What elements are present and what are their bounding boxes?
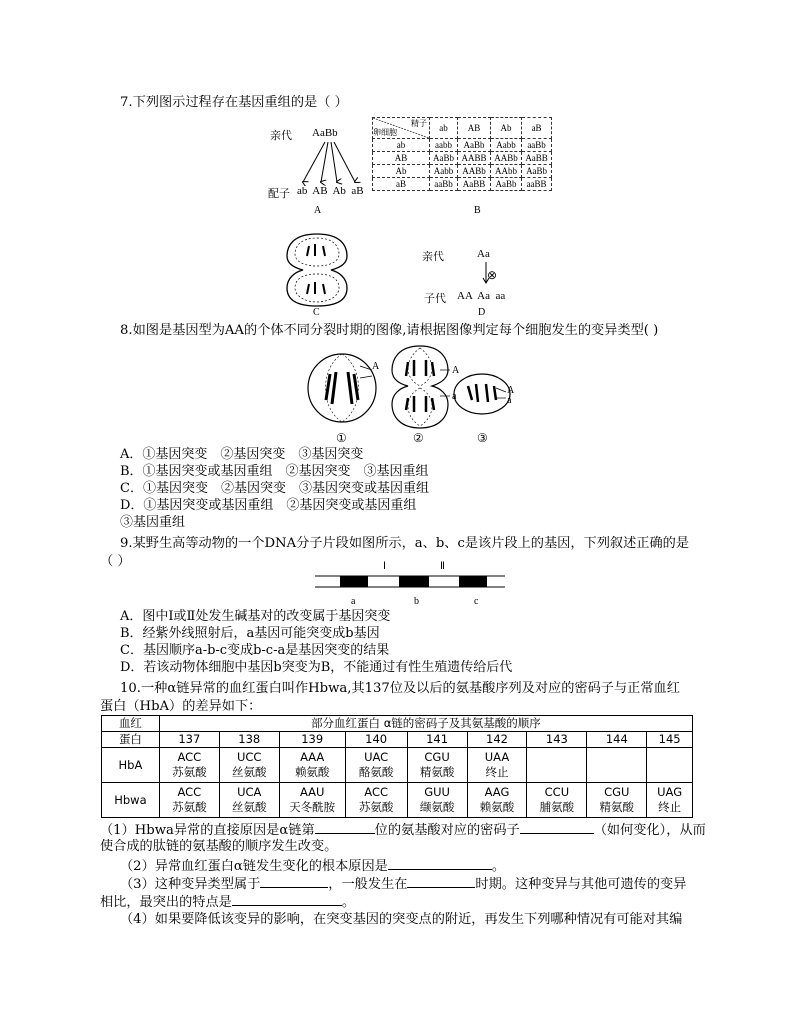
table-cell xyxy=(219,748,279,783)
q10-sub3-blank-2[interactable] xyxy=(407,875,475,888)
q9-stem-cont: （ ） xyxy=(100,554,131,569)
q8-option-a: A．①基因突变 ②基因突变 ③基因突变 xyxy=(120,447,364,462)
punnett-cell: AaBb xyxy=(522,165,552,178)
q7d-selfing-symbol: ⊗ xyxy=(487,268,498,282)
punnett-cell: aaBB xyxy=(522,178,552,191)
punnett-cell: AaBB xyxy=(457,178,490,191)
q10-sub1-text: （如何变化），从而 xyxy=(593,823,706,838)
q10-sub4: （4）如果要降低该变异的影响，在突变基因的突变点的附近，再发生下列哪种情况有可能对其编 xyxy=(120,912,683,927)
q8-option-c: C．①基因突变 ②基因突变 ③基因突变或基因重组 xyxy=(120,481,429,496)
q10-sub1-line2: 使合成的肽链的氨基酸的顺序发生改变。 xyxy=(100,839,338,854)
punnett-cell: AaBb xyxy=(457,139,490,152)
punnett-cell: AABb xyxy=(457,165,490,178)
q7b-letter: B xyxy=(474,205,481,216)
q7c-letter: C xyxy=(313,307,320,318)
punnett-cell: AAbb xyxy=(490,165,521,178)
table-cell xyxy=(527,783,587,818)
table-position: 140 xyxy=(345,732,407,748)
codon: AAU xyxy=(299,785,325,799)
punnett-cell: Aabb xyxy=(490,139,521,152)
codon: ACC xyxy=(177,785,202,799)
q7d-parent: Aa xyxy=(477,248,490,260)
table-position: 145 xyxy=(647,732,693,748)
q10-sub2-blank[interactable] xyxy=(388,857,492,870)
punnett-col: Ab xyxy=(490,118,521,139)
q8-option-d: D．①基因突变或基因重组 ②基因突变或基因重组 xyxy=(120,498,417,513)
q10-sub3-blank-1[interactable] xyxy=(260,875,328,888)
amino-acid: 精氨酸 xyxy=(419,765,455,779)
amino-acid: 酪氨酸 xyxy=(358,765,394,779)
q8-option-d-cont: ③基因重组 xyxy=(120,515,186,530)
codon: AAA xyxy=(300,750,325,764)
codon: UAC xyxy=(364,750,389,764)
punnett-row xyxy=(373,178,552,191)
punnett-cell: AaBb xyxy=(490,178,521,191)
amino-acid: 终止 xyxy=(485,765,509,779)
q10-stem-cont: 蛋白（HbA）的差异如下： xyxy=(100,699,262,714)
table-corner-top: 血红 xyxy=(102,716,160,732)
punnett-cell: AaBb xyxy=(430,152,458,165)
amino-acid: 丝氨酸 xyxy=(231,765,267,779)
punnett-corner xyxy=(373,118,430,139)
q7a-letter: A xyxy=(314,205,322,216)
q7a-genotype: AaBb xyxy=(312,127,338,139)
q8-cell-label: ① xyxy=(336,431,347,445)
table-cell xyxy=(159,748,219,783)
table-cell xyxy=(159,783,219,818)
punnett-row xyxy=(373,165,552,178)
table-cell xyxy=(407,748,467,783)
codon: UAA xyxy=(484,750,510,764)
table-position: 144 xyxy=(587,732,647,748)
q10-sub1-text: 位的氨基酸对应的密码子 xyxy=(374,823,520,838)
punnett-cell: Ab xyxy=(373,165,430,178)
punnett-col: aB xyxy=(522,118,552,139)
q8-gene-A: A xyxy=(452,365,460,376)
punnett-cell: AABb xyxy=(490,152,521,165)
table-corner-bottom: 蛋白 xyxy=(102,732,160,748)
punnett-col: AB xyxy=(457,118,490,139)
codon: CCU xyxy=(544,785,570,799)
table-cell xyxy=(647,748,693,783)
q9-option-a: A．图中Ⅰ或Ⅱ处发生碱基对的改变属于基因突变 xyxy=(120,609,391,624)
amino-acid: 苏氨酸 xyxy=(358,800,394,814)
punnett-cell: aB xyxy=(373,178,430,191)
q10-sub3-blank-3[interactable] xyxy=(232,893,342,906)
codon: CGU xyxy=(604,785,630,799)
amino-acid: 脯氨酸 xyxy=(539,800,575,814)
q10-sub3-text: （3）这种变异类型属于 xyxy=(120,877,261,892)
table-cell xyxy=(407,783,467,818)
table-cell xyxy=(467,748,527,783)
codon: GUU xyxy=(424,785,450,799)
q8-cell-label: ② xyxy=(413,431,424,445)
punnett-cell: AaBB xyxy=(522,152,552,165)
punnett-cell: AABB xyxy=(457,152,490,165)
q8-stem: 8.如图是基因型为AA的个体不同分裂时期的图像,请根据图像判定每个细胞发生的变异类型( ) xyxy=(120,323,659,338)
q8-gene-A: A xyxy=(507,385,515,396)
q7d-child-label: 子代 xyxy=(424,293,446,305)
q10-stem: 10.一种α链异常的血红蛋白叫作Hbwa,其137位及以后的氨基酸序列及对应的密码子与正常血红 xyxy=(120,681,680,696)
codon: UCC xyxy=(236,750,262,764)
q8-gene-a: a xyxy=(507,395,512,406)
table-header: 部分血红蛋白 α链的密码子及其氨基酸的顺序 xyxy=(159,716,692,732)
table-cell xyxy=(219,783,279,818)
table-cell xyxy=(527,748,587,783)
table-cell xyxy=(587,748,647,783)
table-cell xyxy=(279,748,345,783)
q10-sub3-text: 时期。这种变异与其他可遗传的变异 xyxy=(475,877,687,892)
punnett-row xyxy=(373,152,552,165)
q7a-gametes: ab AB Ab aB xyxy=(297,185,364,197)
table-position: 137 xyxy=(159,732,219,748)
q9-option-d: D．若该动物体细胞中基因b突变为B，不能通过有性生殖遗传给后代 xyxy=(120,660,513,675)
table-position: 143 xyxy=(527,732,587,748)
codon: AAG xyxy=(484,785,510,799)
table-row xyxy=(102,783,693,818)
q10-sub3-text: 相比，最突出的特点是 xyxy=(100,895,232,910)
table-position: 142 xyxy=(467,732,527,748)
q7-stem: 7.下列图示过程存在基因重组的是（ ） xyxy=(120,95,348,110)
q7d-children: AA Aa aa xyxy=(457,290,506,302)
q10-sub1-text: （1）Hbwa异常的直接原因是α链第 xyxy=(100,823,315,838)
table-cell xyxy=(587,783,647,818)
q8-cell-label: ③ xyxy=(477,431,488,445)
q10-sub1-blank-1[interactable] xyxy=(315,821,375,834)
q9-region-label: Ⅱ xyxy=(440,561,445,572)
table-row-name: HbA xyxy=(102,748,160,783)
punnett-col: ab xyxy=(430,118,458,139)
punnett-cell: aaBb xyxy=(430,178,458,191)
q8-cells-diagram xyxy=(300,338,518,444)
q9-option-c: C．基因顺序a-b-c变成b-c-a是基因突变的结果 xyxy=(120,643,390,658)
q7d-letter: D xyxy=(478,307,486,318)
q10-sub2 xyxy=(120,857,505,875)
amino-acid: 天冬酰胺 xyxy=(289,800,336,814)
egg-label: 卵细胞 xyxy=(373,128,397,137)
punnett-row xyxy=(373,139,552,152)
table-cell xyxy=(279,783,345,818)
punnett-cell: ab xyxy=(373,139,430,152)
q10-sub2-text: 。 xyxy=(491,859,506,874)
table-cell xyxy=(467,783,527,818)
table-row xyxy=(102,748,693,783)
q10-sub2-text: （2）异常血红蛋白α链发生变化的根本原因是 xyxy=(120,859,388,874)
q8-gene-A: A xyxy=(372,361,380,372)
amino-acid: 赖氨酸 xyxy=(479,800,515,814)
codon: CGU xyxy=(424,750,450,764)
amino-acid: 精氨酸 xyxy=(599,800,635,814)
q10-sub3-text: 。 xyxy=(341,895,356,910)
q8-gene-a: a xyxy=(452,391,457,402)
q7a-parent-label: 亲代 xyxy=(270,130,292,142)
q10-sub3-line2 xyxy=(100,893,355,911)
punnett-cell: aabb xyxy=(430,139,458,152)
punnett-square xyxy=(372,117,552,191)
amino-acid: 苏氨酸 xyxy=(172,765,207,779)
amino-acid: 缬氨酸 xyxy=(419,800,455,814)
q7c-cell-diagram xyxy=(285,232,349,308)
table-cell xyxy=(345,748,407,783)
punnett-cell: AB xyxy=(373,152,430,165)
sperm-label: 精子 xyxy=(411,119,427,128)
q9-stem: 9.某野生高等动物的一个DNA分子片段如图所示，a、b、c是该片段上的基因，下列叙述正确的是 xyxy=(120,536,690,551)
codon: UAG xyxy=(657,785,683,799)
codon: ACC xyxy=(177,750,202,764)
table-position: 139 xyxy=(279,732,345,748)
q10-sub1-line1 xyxy=(100,821,706,839)
q9-gene-label: a xyxy=(351,596,356,607)
table-cell xyxy=(647,783,693,818)
table-position: 138 xyxy=(219,732,279,748)
q7a-gamete-label: 配子 xyxy=(268,188,290,200)
q9-gene-label: c xyxy=(474,596,479,607)
amino-acid: 终止 xyxy=(658,800,682,814)
amino-acid: 赖氨酸 xyxy=(294,765,330,779)
dna-segment-diagram xyxy=(315,574,507,596)
amino-acid: 苏氨酸 xyxy=(172,800,207,814)
hemoglobin-table xyxy=(101,715,693,818)
table-cell xyxy=(345,783,407,818)
q10-sub3-line1 xyxy=(120,875,686,893)
amino-acid: 丝氨酸 xyxy=(231,800,267,814)
codon: UCA xyxy=(237,785,262,799)
table-row-name: Hbwa xyxy=(102,783,160,818)
q10-sub1-blank-2[interactable] xyxy=(520,821,594,834)
q9-region-label: Ⅰ xyxy=(383,561,386,572)
punnett-cell: aaBb xyxy=(522,139,552,152)
q7d-parent-label: 亲代 xyxy=(422,251,444,263)
codon: ACC xyxy=(364,785,389,799)
q10-sub3-text: ，一般发生在 xyxy=(328,877,408,892)
q8-option-b: B．①基因突变或基因重组 ②基因突变 ③基因重组 xyxy=(120,464,429,479)
q9-gene-label: b xyxy=(414,596,419,607)
table-position: 141 xyxy=(407,732,467,748)
q7a-arrows xyxy=(295,140,365,186)
q9-option-b: B．经紫外线照射后，a基因可能突变成b基因 xyxy=(120,626,380,641)
punnett-cell: Aabb xyxy=(430,165,458,178)
